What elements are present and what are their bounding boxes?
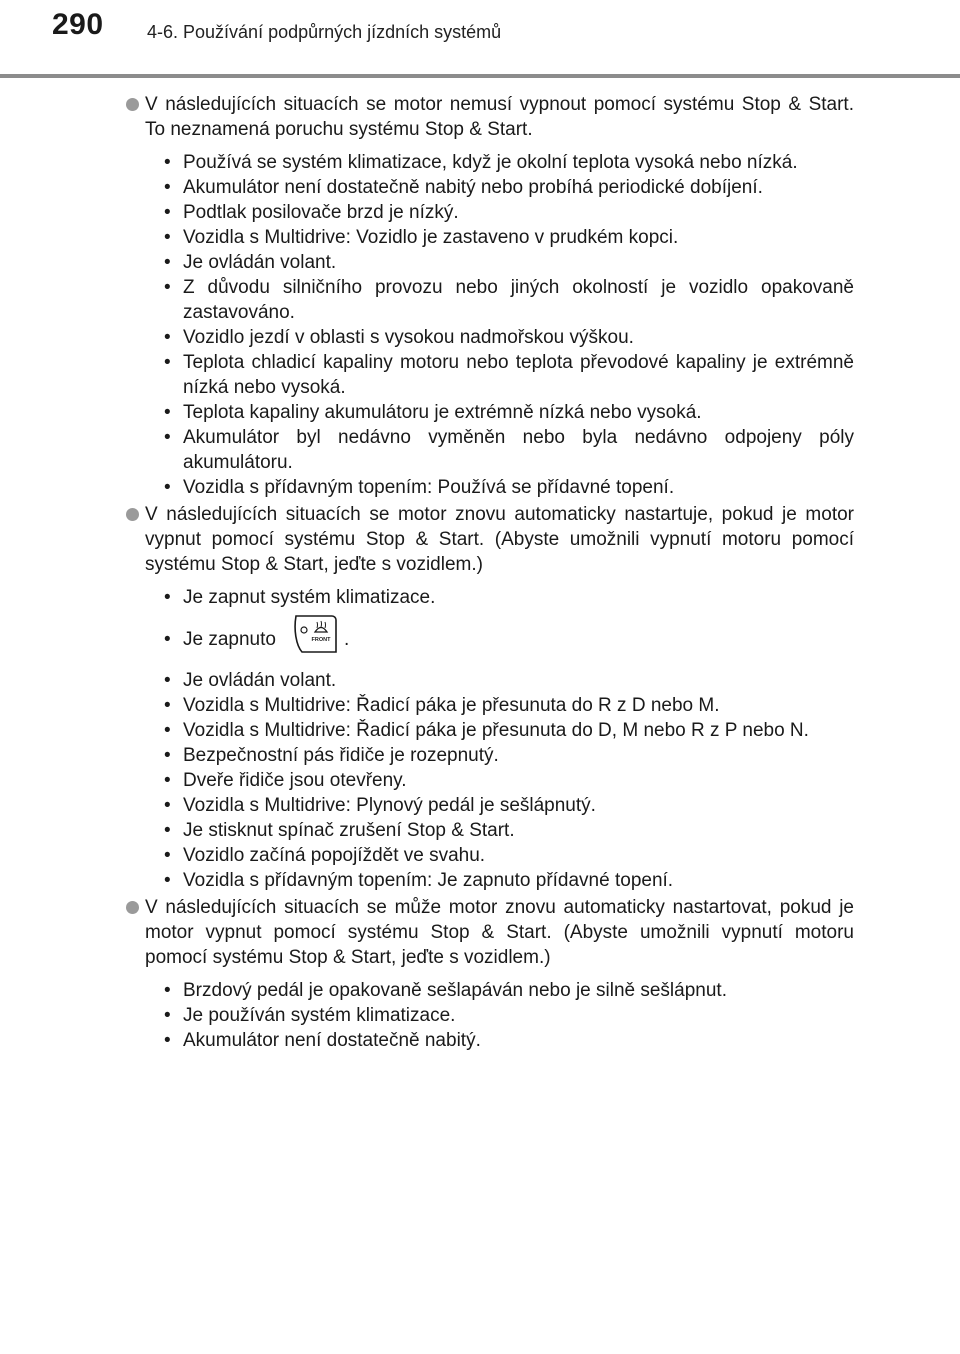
chapter-title: 4-6. Používání podpůrných jízdních systémů — [147, 22, 502, 42]
list-item: • Vozidla s Multidrive: Řadicí páka je přesunuta do R z D nebo M. — [164, 693, 854, 718]
header-rule — [0, 74, 960, 78]
condition-list — [145, 585, 854, 893]
section-bullet-icon — [126, 508, 139, 521]
list-item: • Podtlak posilovače brzd je nízký. — [164, 200, 854, 225]
section-intro: V následujících situacích se motor znovu automaticky nastartuje, pokud je motor vypnut pomocí systému Stop & Start. (Abyste umožnili vypnutí motoru pomocí systému Stop & Start, jeďte s vozidlem.) — [145, 504, 854, 575]
section-engine-may-restart — [126, 895, 854, 1053]
list-item: • Je stisknut spínač zrušení Stop & Start. — [164, 818, 854, 843]
list-item: • Vozidla s přídavným topením: Používá se přídavné topení. — [164, 475, 854, 500]
list-item: • Z důvodu silničního provozu nebo jiných okolností je vozidlo opakovaně zastavováno. — [164, 275, 854, 325]
list-item: • Vozidla s Multidrive: Řadicí páka je přesunuta do D, M nebo R z P nebo N. — [164, 718, 854, 743]
section-engine-may-not-stop — [126, 92, 854, 500]
page-header — [0, 0, 960, 80]
list-item: • Je ovládán volant. — [164, 250, 854, 275]
list-item: • Teplota chladicí kapaliny motoru nebo teplota převodové kapaliny je extrémně nízká nebo vysoká. — [164, 350, 854, 400]
list-item: • Vozidlo jezdí v oblasti s vysokou nadmořskou výškou. — [164, 325, 854, 350]
list-item: • Používá se systém klimatizace, když je okolní teplota vysoká nebo nízká. — [164, 150, 854, 175]
icon-item-text: Je zapnuto — [183, 629, 276, 651]
list-item: • Akumulátor byl nedávno vyměněn nebo byla nedávno odpojeny póly akumulátoru. — [164, 425, 854, 475]
icon-front-label: FRONT — [311, 637, 331, 643]
list-item: • Akumulátor není dostatečně nabitý nebo probíhá periodické dobíjení. — [164, 175, 854, 200]
front-defroster-button-icon — [288, 614, 338, 654]
section-intro: V následujících situacích se motor nemusí vypnout pomocí systému Stop & Start. To neznamená poruchu systému Stop & Start. — [145, 94, 854, 140]
list-item: • Vozidla s Multidrive: Vozidlo je zastaveno v prudkém kopci. — [164, 225, 854, 250]
list-item: • Vozidla s přídavným topením: Je zapnuto přídavné topení. — [164, 868, 854, 893]
condition-list — [145, 978, 854, 1053]
condition-list — [145, 150, 854, 500]
section-intro: V následujících situacích se může motor znovu automaticky nastartovat, pokud je motor vypnut pomocí systému Stop & Start. (Abyste umožnili vypnutí motoru pomocí systému Stop & Start, jeďte s vozidlem.) — [145, 897, 854, 968]
list-item: • Je zapnut systém klimatizace. — [164, 585, 854, 610]
section-engine-restarts — [126, 502, 854, 893]
list-item: • Dveře řidiče jsou otevřeny. — [164, 768, 854, 793]
list-item: • Akumulátor není dostatečně nabitý. — [164, 1028, 854, 1053]
section-bullet-icon — [126, 901, 139, 914]
list-item: • Vozidla s Multidrive: Plynový pedál je sešlápnutý. — [164, 793, 854, 818]
page-number: 290 — [52, 8, 104, 41]
section-bullet-icon — [126, 98, 139, 111]
list-item: • Je ovládán volant. — [164, 668, 854, 693]
list-item-with-icon — [164, 620, 854, 660]
list-item: • Bezpečnostní pás řidiče je rozepnutý. — [164, 743, 854, 768]
list-item: • Brzdový pedál je opakovaně sešlapáván nebo je silně sešlápnut. — [164, 978, 854, 1003]
list-item: • Vozidlo začíná popojíždět ve svahu. — [164, 843, 854, 868]
icon-item-suffix: . — [343, 629, 350, 651]
list-item: • Teplota kapaliny akumulátoru je extrémně nízká nebo vysoká. — [164, 400, 854, 425]
page-content — [126, 92, 854, 1053]
list-item: • Je používán systém klimatizace. — [164, 1003, 854, 1028]
